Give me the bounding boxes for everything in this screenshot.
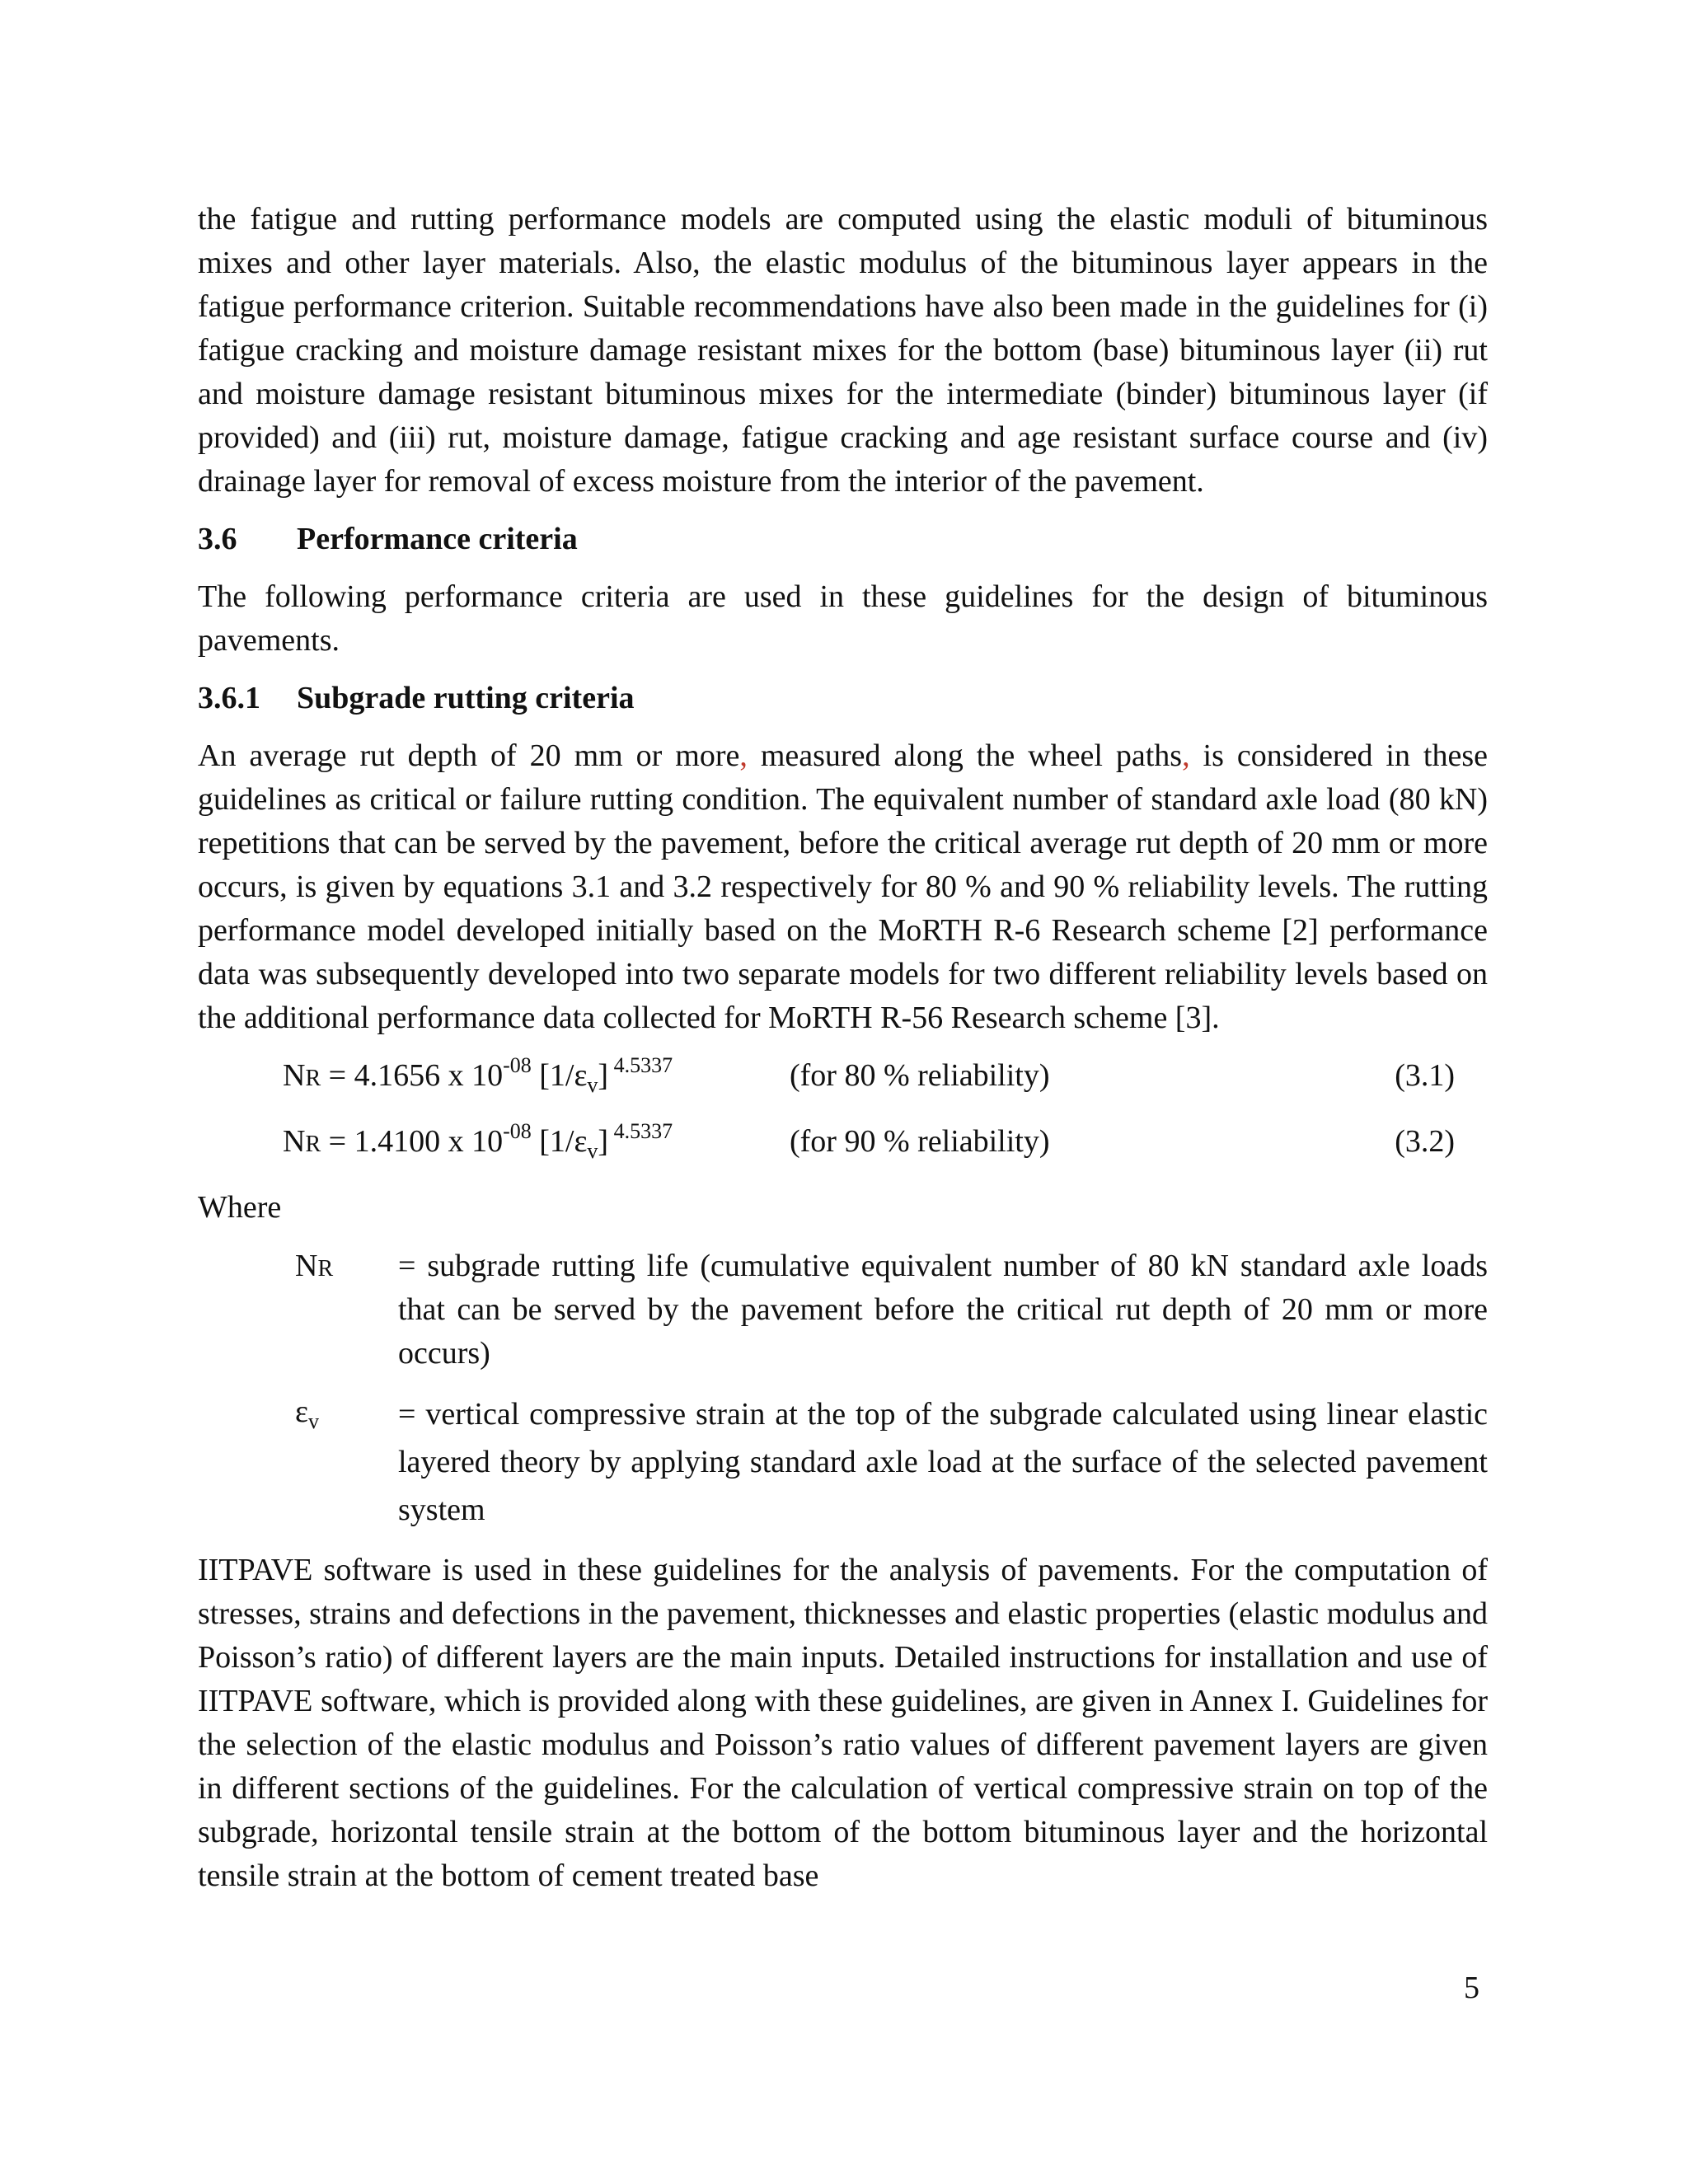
definition-nr xyxy=(198,1244,1488,1376)
text-run: measured along the wheel paths xyxy=(747,738,1183,773)
paragraph-iitpave: IITPAVE software is used in these guidelines for the analysis of pavements. For the computation of stresses, strains and defections in the pavement, thicknesses and elastic properties (elastic modulus and Poisson’s ratio) of different layers are the main inputs. Detailed instructions for installation and use of IITPAVE software, which is provided along with these guidelines, are given in Annex I. Guidelines for the selection of the elastic modulus and Poisson’s ratio values of different pavement layers are given in different sections of the guidelines. For the calculation of vertical compressive strain on top of the subgrade, horizontal tensile strain at the bottom of the bottom bituminous layer and the horizontal tensile strain at the bottom of cement treated base xyxy=(198,1553,1488,1893)
where-label: Where xyxy=(198,1190,282,1225)
text-run: is considered in these guidelines as critical or failure rutting condition. The equivalent number of standard axle load (80 kN) repetitions that can be served by the pavement, before the critical average rut depth of 20 mm or more occurs, is given by equations 3.1 and 3.2 respectively for 80 % and 90 % reliability levels. The rutting performance model developed initially based on the MoRTH R-6 Research scheme [2] performance data was subsequently developed into two separate models for two different reliability levels based on the additional performance data collected for MoRTH R-56 Research scheme [3]. xyxy=(198,738,1489,1035)
paragraph-performance-criteria: The following performance criteria are used in these guidelines for the design of bituminous pavements. xyxy=(198,579,1488,658)
page-number: 5 xyxy=(1464,1971,1479,2005)
equation-number: (3.1) xyxy=(1395,1058,1455,1093)
paragraph-intro: the fatigue and rutting performance models are computed using the elastic moduli of bituminous mixes and other layer materials. Also, the elastic modulus of the bituminous layer appears in the fatigue performance criterion. Suitable recommendations have also been made in the guidelines for (i) fatigue cracking and moisture damage resistant mixes for the bottom (base) bituminous layer (ii) rut and moisture damage resistant bituminous mixes for the intermediate (binder) bituminous layer (if provided) and (iii) rut, moisture damage, fatigue cracking and age resistant surface course and (iv) drainage layer for removal of excess moisture from the interior of the pavement. xyxy=(198,202,1488,499)
definition-text: = subgrade rutting life (cumulative equivalent number of 80 kN standard axle loads that can be served by the pavement before the critical rut depth of 20 mm or more occurs) xyxy=(398,1249,1488,1371)
section-title: Performance criteria xyxy=(297,522,578,556)
equation-3-2 xyxy=(198,1120,1488,1169)
page-content xyxy=(198,198,1488,1898)
equation-condition: (for 90 % reliability) xyxy=(790,1124,1050,1159)
red-comma: , xyxy=(1182,738,1190,773)
section-title: Subgrade rutting criteria xyxy=(297,681,635,715)
definition-symbol: NR xyxy=(295,1249,334,1283)
equation-number: (3.2) xyxy=(1395,1124,1455,1159)
text-run: An average rut depth of 20 mm or more xyxy=(198,738,740,773)
red-comma: , xyxy=(739,738,748,773)
section-heading-3-6 xyxy=(198,518,1488,561)
equation-formula: NR = 1.4100 x $10^{-08}$ $[1/\varepsilon_v]$ $^{4.5337}$ xyxy=(283,1119,673,1163)
equation-condition: (for 80 % reliability) xyxy=(790,1058,1050,1093)
definition-text: = vertical compressive strain at the top of the subgrade calculated using linear elastic layered theory by applying standard axle load at the surface of the selected pavement system xyxy=(398,1397,1488,1527)
section-heading-3-6-1 xyxy=(198,677,1488,720)
section-number: 3.6.1 xyxy=(198,681,260,715)
equation-formula: NR = 4.1656 x $10^{-08}$ $[1/\varepsilon_v]$ $^{4.5337}$ xyxy=(283,1053,673,1097)
definition-symbol: $\varepsilon_v$ xyxy=(295,1394,319,1433)
paragraph-rutting xyxy=(198,734,1488,1040)
section-number: 3.6 xyxy=(198,522,237,556)
definition-ev xyxy=(198,1390,1488,1534)
equation-3-1 xyxy=(198,1054,1488,1104)
